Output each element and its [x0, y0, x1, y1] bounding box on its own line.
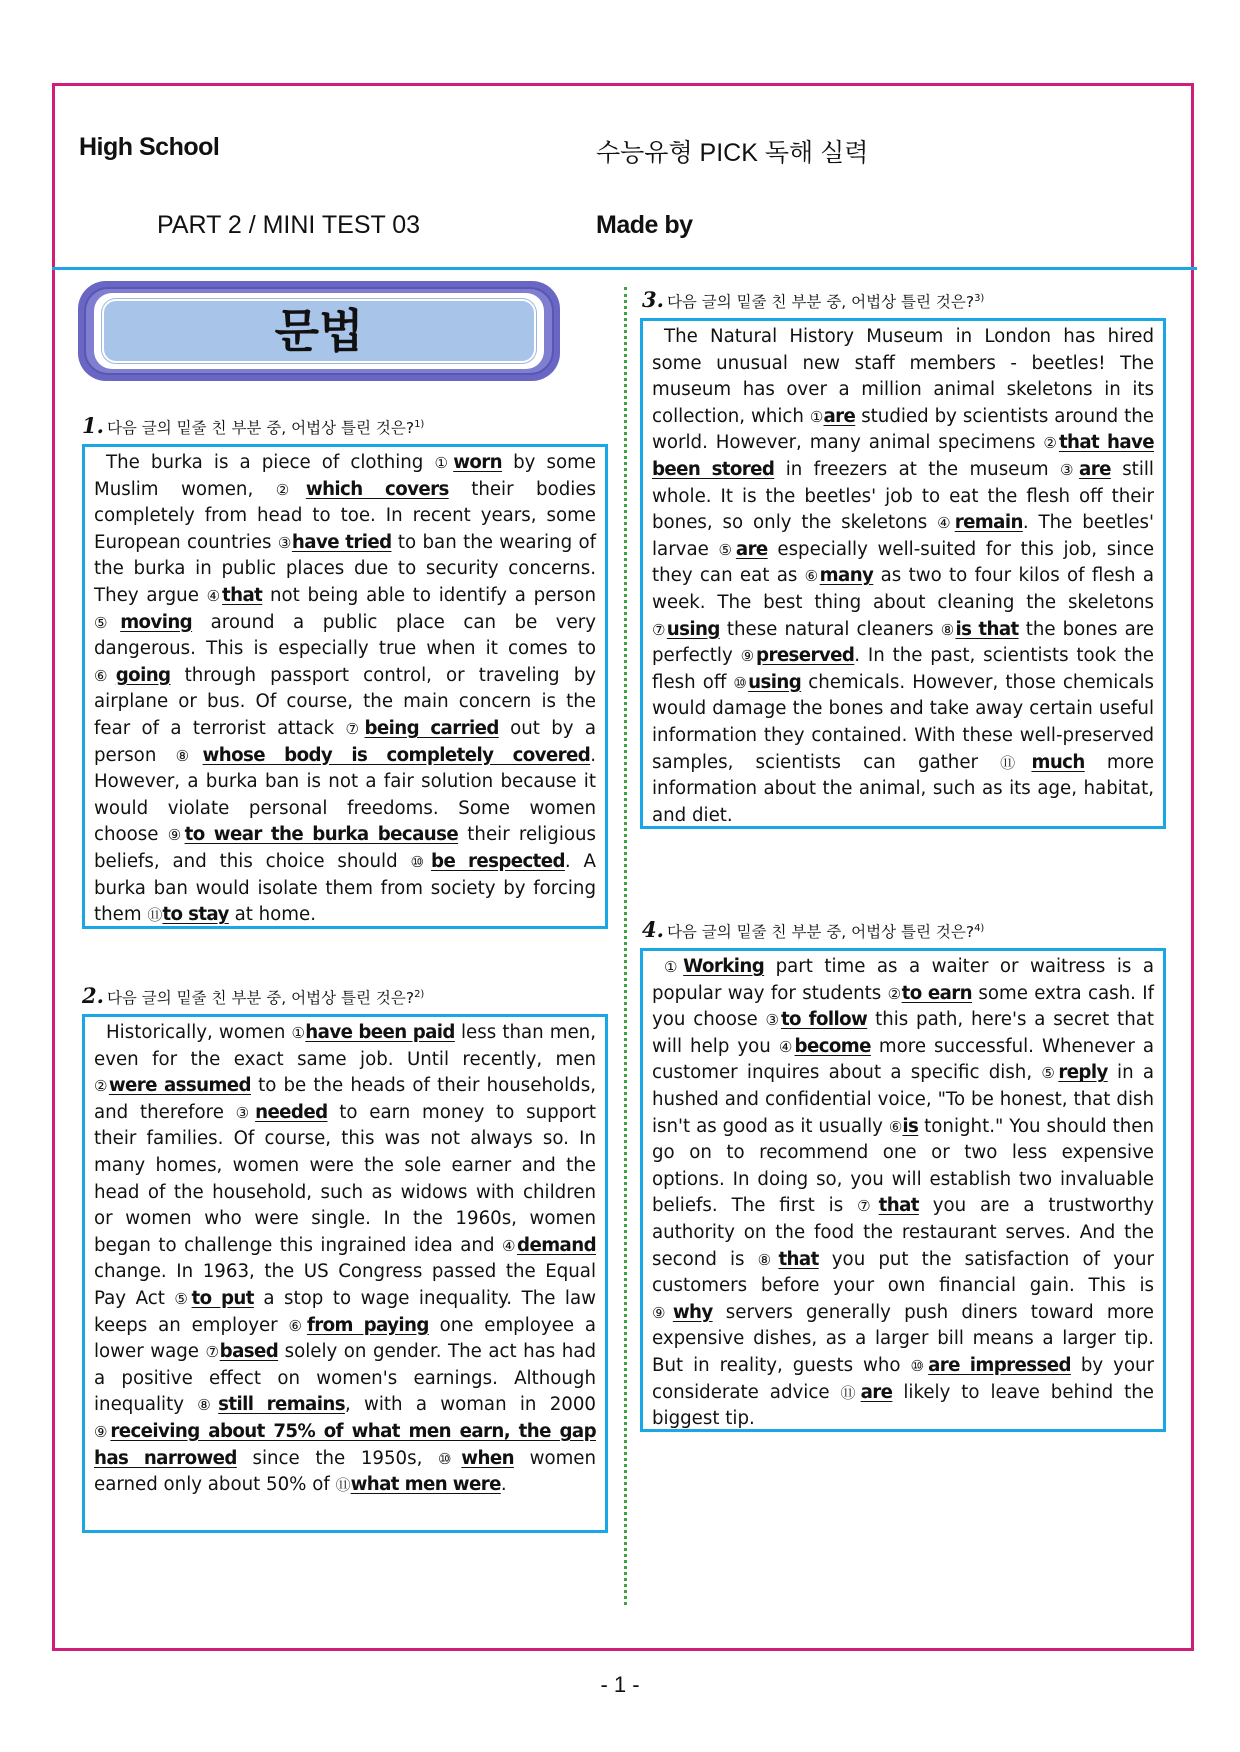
choice-marker: ⑥ [888, 1117, 903, 1136]
underlined-choice: have tried [291, 531, 392, 553]
choice-marker: ③ [277, 533, 292, 552]
passage-text: Historically, women ①have been paid less than men, even for the exact same job. Until recently, men ②were assumed to be the heads of their households, and therefore ③needed to earn money to support their families. Of course, this was not always so. In many homes, women were the sole earner and the head of the household, such as widows with children or women who were single. In the 1960s, women began to challenge this ingrained idea and ④demand change. In 1963, the US Congress passed the Equal Pay Act ⑤to put a stop to wage inequality. The law keeps an employer ⑥from paying one employee a lower wage ⑦based solely on gender. The act has had a positive effect on women's earnings. Although inequality ⑧still remains, with a woman in 2000 ⑨receiving about 75% of what men earn, the gap has narrowed since the 1950s, ⑩when women earned only about 50% of ⑪what men were. [94, 1022, 597, 1496]
question-prompt: 다음 글의 밑줄 친 부분 중, 어법상 틀린 것은? [666, 923, 975, 941]
choice-marker: ⑪ [1000, 753, 1032, 772]
choice-marker: ② [1043, 434, 1059, 453]
choice-marker: ⑦ [857, 1197, 879, 1216]
question-4-heading [642, 917, 984, 942]
underlined-choice: to stay [162, 904, 229, 926]
choice-marker: ⑦ [652, 620, 667, 639]
school-level: High School [79, 133, 220, 161]
choice-marker: ① [434, 454, 454, 472]
choice-marker: ⑪ [335, 1476, 351, 1495]
question-2-passage [82, 1014, 608, 1533]
underlined-choice: needed [255, 1101, 328, 1123]
underlined-choice: to wear the burka because [184, 824, 459, 846]
choice-marker: ② [887, 984, 902, 1003]
choice-marker: ⑤ [174, 1289, 192, 1308]
question-prompt: 다음 글의 밑줄 친 부분 중, 어법상 틀린 것은? [106, 419, 415, 437]
underlined-choice: become [794, 1035, 871, 1057]
choice-marker: ⑦ [205, 1343, 220, 1362]
underlined-choice: are [823, 405, 856, 427]
underlined-choice: what men were [350, 1474, 501, 1496]
choice-marker: ③ [765, 1011, 781, 1030]
choice-marker: ④ [778, 1037, 795, 1056]
choice-marker: ① [664, 958, 684, 976]
underlined-choice: that have been stored [652, 432, 1155, 480]
underlined-choice: going [115, 664, 171, 686]
choice-marker: ① [809, 407, 824, 426]
choice-marker: ⑪ [147, 906, 163, 925]
underlined-choice: are impressed [928, 1354, 1071, 1376]
underlined-choice: that [222, 584, 263, 606]
choice-marker: ⑩ [733, 673, 749, 692]
choice-marker: ④ [937, 514, 955, 533]
underlined-choice: is that [955, 618, 1019, 640]
question-number: 1. [82, 413, 104, 438]
underlined-choice: that [878, 1195, 919, 1217]
choice-marker: ⑧ [175, 746, 203, 765]
underlined-choice: Working [683, 956, 765, 977]
question-3-heading [642, 287, 984, 312]
choice-marker: ⑨ [652, 1303, 673, 1322]
choice-marker: ⑨ [94, 1422, 111, 1441]
choice-marker: ⑥ [288, 1316, 307, 1335]
underlined-choice: based [219, 1341, 279, 1363]
underlined-choice: have been paid [305, 1022, 455, 1043]
choice-marker: ⑨ [167, 826, 185, 845]
choice-marker: ⑩ [438, 1449, 462, 1468]
question-number: 4. [642, 917, 664, 942]
underlined-choice: be respected [431, 850, 565, 872]
choice-marker: ③ [235, 1103, 256, 1122]
question-4-passage [640, 948, 1166, 1432]
question-2-heading [82, 983, 424, 1008]
choice-marker: ⑥ [94, 666, 116, 685]
page-number: - 1 - [600, 1672, 640, 1697]
underlined-choice: which covers [305, 478, 449, 500]
underlined-choice: moving [120, 611, 193, 633]
underlined-choice: whose body is completely covered [202, 744, 591, 766]
choice-marker: ⑪ [840, 1383, 861, 1402]
underlined-choice: are [735, 538, 768, 560]
underlined-choice: preserved [756, 645, 855, 667]
choice-marker: ⑧ [197, 1396, 219, 1415]
underlined-choice: to earn [901, 982, 973, 1004]
choice-marker: ⑥ [804, 567, 820, 586]
choice-marker: ⑤ [1041, 1064, 1059, 1083]
section-title-banner [78, 281, 560, 381]
question-number: 3. [642, 287, 664, 312]
choice-marker: ⑤ [718, 540, 736, 559]
choice-marker: ⑧ [940, 620, 956, 639]
footnote-ref: 2) [414, 988, 425, 1000]
underlined-choice: that [778, 1248, 819, 1270]
choice-marker: ⑨ [740, 647, 757, 666]
made-by-label: Made by [596, 211, 693, 239]
underlined-choice: using [666, 618, 720, 640]
choice-marker: ⑦ [345, 719, 365, 738]
underlined-choice: to put [191, 1287, 254, 1309]
choice-marker: ④ [206, 586, 223, 605]
choice-marker: ④ [501, 1236, 518, 1255]
underlined-choice: much [1031, 751, 1085, 773]
choice-marker: ② [94, 1077, 109, 1096]
underlined-choice: receiving about 75% of what men earn, the gap has narrowed [94, 1420, 596, 1469]
passage-text: The Natural History Museum in London has hired some unusual new staff members - beetles! The museum has over a million animal skeletons in its collection, which ①are studied by scientists around the world. However, many animal specimens ②that have been stored in freezers at the museum ③are still whole. It is the beetles' job to eat the flesh off their bones, so only the skeletons ④remain. The beetles' larvae ⑤are especially well-suited for this job, since they can eat as ⑥many as two to four kilos of flesh a week. The best thing about cleaning the skeletons ⑦using these natural cleaners ⑧is that the bones are perfectly ⑨preserved. In the past, scientists took the flesh off ⑩using chemicals. However, those chemicals would damage the bones and take away certain useful information they contained. With these well-preserved samples, scientists can gather ⑪much more information about the animal, such as its age, habitat, and diet. [652, 326, 1155, 826]
choice-marker: ⑤ [94, 613, 121, 632]
underlined-choice: still remains [218, 1394, 345, 1416]
choice-marker: ② [275, 480, 306, 499]
footnote-ref: 3) [974, 292, 985, 304]
choice-marker: ⑩ [410, 852, 432, 871]
passage-text: ①Working part time as a waiter or waitress is a popular way for students ②to earn some extra cash. If you choose ③to follow this path, here's a secret that will help you ④become more successful. Whenever a customer inquires about a specific dish, ⑤reply in a hushed and confidential voice, "To be honest, that dish isn't as good as it usually ⑥is tonight." You should then go on to recommend one or two less expensive options. In doing so, you will establish two invaluable beliefs. The first is ⑦that you are a trustworthy authority on the food the restaurant serves. And the second is ⑧that you put the satisfaction of your customers before your own financial gain. This is ⑨why servers generally push diners toward more expensive dishes, as a larger bill means a larger tip. But in reality, guests who ⑩are impressed by your considerate advice ⑪are likely to leave behind the biggest tip. [652, 956, 1155, 1430]
underlined-choice: remain [954, 512, 1023, 534]
header-rule [52, 267, 1197, 270]
underlined-choice: are [1079, 458, 1111, 480]
question-3-passage [640, 318, 1166, 829]
underlined-choice: reply [1058, 1062, 1108, 1084]
underlined-choice: being carried [364, 717, 499, 739]
section-title: 문법 [274, 304, 364, 358]
underlined-choice: to follow [780, 1009, 868, 1031]
question-prompt: 다음 글의 밑줄 친 부분 중, 어법상 틀린 것은? [106, 989, 415, 1007]
choice-marker: ③ [1060, 460, 1080, 479]
book-title: 수능유형 PICK 독해 실력 [596, 139, 869, 167]
underlined-choice: is [902, 1115, 919, 1137]
underlined-choice: why [672, 1301, 713, 1323]
passage-text: The burka is a piece of clothing ①worn by some Muslim women, ②which covers their bodies completely from head to toe. In recent years, some European countries ③have tried to ban the wearing of the burka in public places due to security concerns. They argue ④that not being able to identify a person ⑤moving around a public place can be very dangerous. This is especially true when it comes to ⑥going through passport control, or traveling by airplane or bus. Of course, the main concern is the fear of a terrorist attack ⑦being carried out by a person ⑧whose body is completely covered. However, a burka ban is not a fair solution because it would violate personal freedoms. Some women choose ⑨to wear the burka because their religious beliefs, and this choice should ⑩be respected. A burka ban would isolate them from society by forcing them ⑪to stay at home. [94, 452, 597, 926]
underlined-choice: were assumed [108, 1075, 251, 1097]
choice-marker: ① [291, 1024, 306, 1042]
choice-marker: ⑧ [757, 1250, 779, 1269]
question-1-heading [82, 413, 424, 438]
question-number: 2. [82, 983, 104, 1008]
question-prompt: 다음 글의 밑줄 친 부분 중, 어법상 틀린 것은? [666, 293, 975, 311]
footnote-ref: 4) [974, 922, 985, 934]
question-1-passage [82, 444, 608, 929]
footnote-ref: 1) [414, 418, 425, 430]
underlined-choice: from paying [306, 1314, 429, 1336]
underlined-choice: worn [453, 452, 503, 473]
column-divider [624, 287, 627, 1605]
choice-marker: ⑩ [910, 1356, 929, 1375]
underlined-choice: are [860, 1381, 893, 1403]
underlined-choice: many [819, 565, 874, 587]
underlined-choice: using [748, 671, 802, 693]
part-test-label: PART 2 / MINI TEST 03 [157, 211, 421, 239]
underlined-choice: demand [517, 1234, 596, 1256]
underlined-choice: when [461, 1447, 514, 1469]
